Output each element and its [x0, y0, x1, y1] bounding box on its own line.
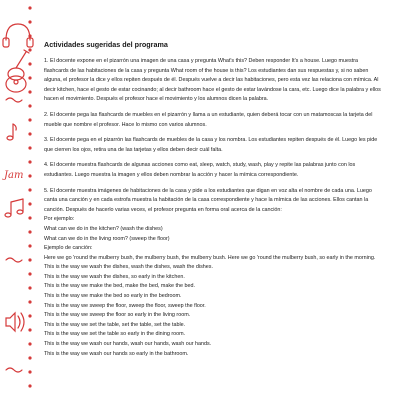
music-notes-icon: [5, 199, 23, 217]
song-line-6: This is the way we sweep the floor, sweep the floor, sweep the floor.: [44, 302, 206, 309]
speaker-icon: [6, 313, 24, 331]
song-line-10: This is the way we wash our hands, wash our hands, wash our hands.: [44, 341, 212, 348]
activity-paragraph-5: 5. El docente muestra imágenes de habitaciones de la casa y pide a los estudiantes que digan en voz alta el nombre de cada una. Luego canta una canción y en cada estrofa muestra la habitación de la casa correspondiente y hace la mímica de las acciones. Ellos cantan la canción. Después de hacerlo varias veces, el profesor pregunta en forma oral acerca de la canción:: [44, 187, 372, 213]
song-line-8: This is the way we set the table, set the table, set the table.: [44, 321, 186, 328]
song-line-4: This is the way we make the bed, make the bed, make the bed.: [44, 283, 196, 290]
example-label: Por ejemplo:: [44, 216, 75, 223]
dotted-divider: [24, 0, 36, 400]
example-lines: [44, 215, 384, 359]
document-page: [44, 40, 384, 359]
song-line-5: This is the way we make the bed so early in the bedroom.: [44, 293, 182, 300]
activity-paragraph-1: 1. El docente expone en el pizarrón una imagen de una casa y pregunta What's this? Deben responder It's a house. Luego muestra flashcards de las habitaciones de la casa y pregunta What room of the house is this? Los estudiantes dan sus respuestas y, si no saben alguna, el profesor la dice y ellos repiten después de él. Después vuelve a decir las habitaciones, pero esta vez las relaciona con mímica. Al decir kitchen, hace el gesto de estar cocinando; al decir bathroom hace el gesto de estar lavándose la cara, etc. Luego dice la palabra y ellos hacen el movimiento. Después el profesor hace el movimiento y los alumnos dicen la palabra.: [44, 58, 381, 103]
activity-paragraph-2: 2. El docente pega las flashcards de muebles en el pizarrón y llama a un estudiante, quien deberá tocar con un matamoscas la tarjeta del mueble que nombre el profesor. Hace lo mismo con varios alumnos.: [44, 111, 373, 128]
song-line-2: This is the way we wash the dishes, wash the dishes, wash the dishes.: [44, 264, 213, 271]
song-line-1: Here we go 'round the mulberry bush, the mulberry bush, the mulberry bush. Here we go 'round the mulberry bush, so early in the morning.: [44, 254, 376, 261]
song-line-9: This is the way we set the table so early in the dining room.: [44, 331, 186, 338]
song-line-11: This is the way we wash our hands so early in the bathroom.: [44, 350, 189, 357]
example-question-2: What can we do in the living room? (sweep the floor): [44, 235, 170, 242]
activity-paragraph-4: 4. El docente muestra flashcards de algunas acciones como eat, sleep, watch, study, wash, play y repite las palabras junto con los estudiantes. Luego muestra la imagen y ellos deben nombrar la acción y hacer la mímica correspondiente.: [44, 162, 356, 178]
song-line-7: This is the way we sweep the floor so early in the living room.: [44, 312, 191, 319]
song-line-3: This is the way we wash the dishes, so early in the kitchen.: [44, 273, 185, 280]
activity-paragraph-3: 3. El docente pega en el pizarrón las flashcards de muebles de la casa y los nombra. Los estudiantes repiten después de él. Luego les pide que cierren los ojos, retira una de las tarjetas y ellos deben decir cuál falta.: [44, 137, 378, 153]
example-question-1: What can we do in the kitchen? (wash the dishes): [44, 225, 163, 232]
song-label: Ejemplo de canción:: [44, 245, 93, 252]
music-note-icon: [7, 124, 16, 140]
jam-text: Jam: [4, 170, 24, 181]
page-title: Actividades sugeridas del programa: [44, 40, 168, 49]
